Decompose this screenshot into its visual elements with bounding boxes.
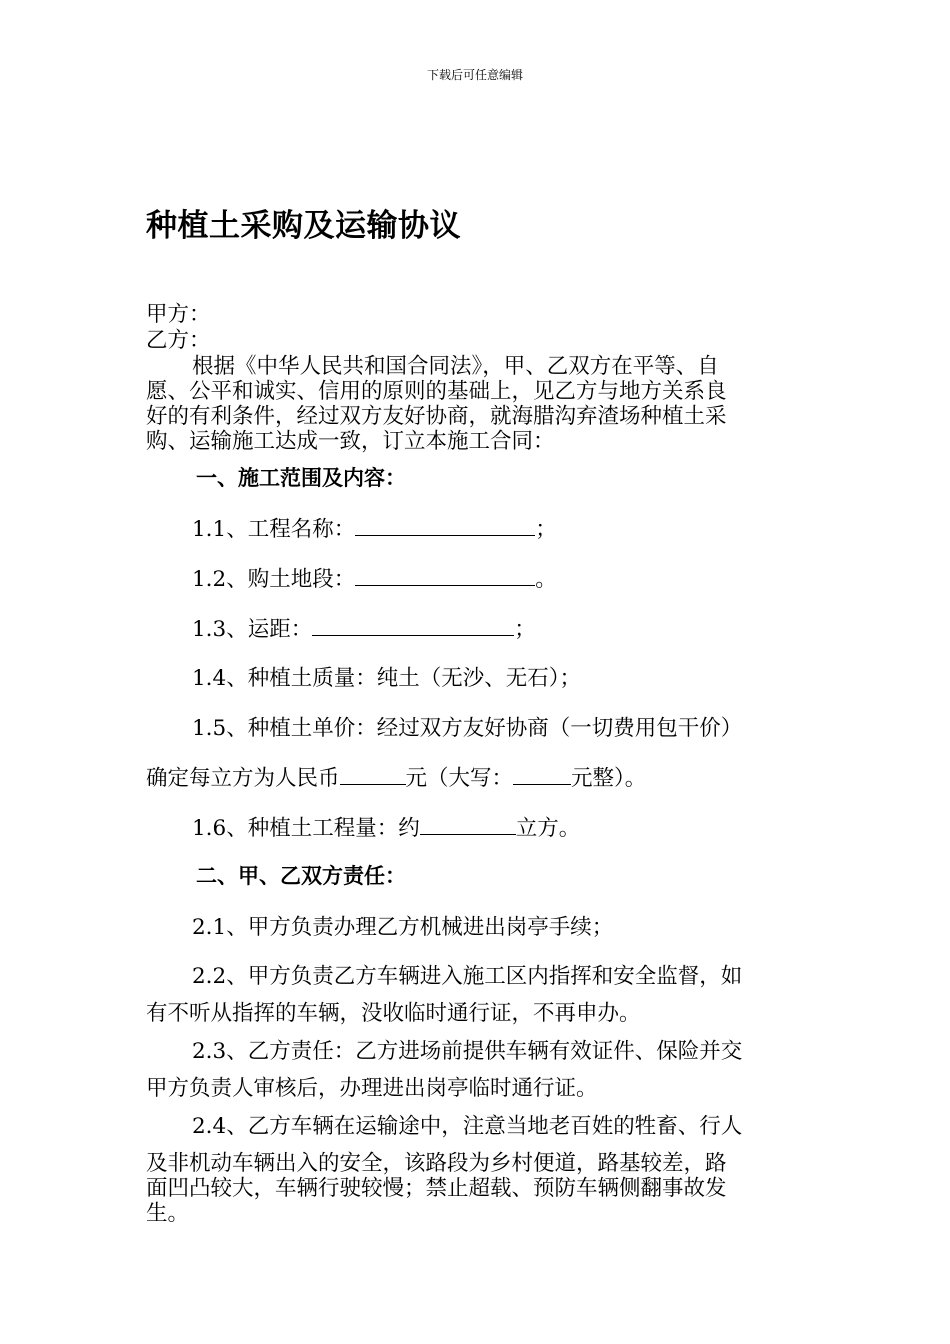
item-2-2-line-2: 有不听从指挥的车辆，没收临时通行证，不再申办。 bbox=[146, 1001, 641, 1026]
section-1-heading: 一、施工范围及内容： bbox=[196, 466, 406, 490]
item-2-4-line-3: 面凹凸较大，车辆行驶较慢；禁止超载、预防车辆侧翻事故发 bbox=[146, 1176, 727, 1201]
item-1-2 bbox=[192, 562, 557, 593]
item-1-3-label: 1.3、运距： bbox=[192, 617, 313, 642]
item-1-3 bbox=[192, 612, 536, 643]
project-name-blank[interactable] bbox=[355, 517, 535, 536]
item-1-1-label: 1.1、工程名称： bbox=[192, 517, 356, 542]
item-1-5-line-2 bbox=[146, 761, 646, 792]
item-1-1 bbox=[192, 512, 557, 543]
document-title: 种植土采购及运输协议 bbox=[146, 208, 461, 244]
quantity-blank[interactable] bbox=[420, 816, 516, 835]
item-1-3-end: ； bbox=[514, 617, 536, 642]
party-b-label: 乙方： bbox=[146, 328, 211, 353]
price-number-blank[interactable] bbox=[340, 766, 406, 785]
item-2-1: 2.1、甲方负责办理乙方机械进出岗亭手续； bbox=[192, 915, 614, 940]
section-2-heading: 二、甲、乙双方责任： bbox=[196, 864, 406, 888]
intro-line-1: 根据《中华人民共和国合同法》，甲、乙双方在平等、自 bbox=[192, 354, 719, 379]
intro-line-2: 愿、公平和诚实、信用的原则的基础上，见乙方与地方关系良 bbox=[146, 379, 727, 404]
price-middle: 元（大写： bbox=[405, 766, 514, 791]
intro-line-4: 购、运输施工达成一致，订立本施工合同： bbox=[146, 429, 555, 454]
item-1-5-line-1: 1.5、种植土单价：经过双方友好协商（一切费用包干价） bbox=[192, 716, 743, 741]
item-2-3-line-1: 2.3、乙方责任：乙方进场前提供车辆有效证件、保险并交 bbox=[192, 1039, 743, 1064]
price-prefix: 确定每立方为人民币 bbox=[146, 766, 340, 791]
item-1-6-label: 1.6、种植土工程量：约 bbox=[192, 816, 420, 841]
soil-site-blank[interactable] bbox=[355, 567, 535, 586]
price-words-blank[interactable] bbox=[513, 766, 571, 785]
item-1-2-end: 。 bbox=[535, 567, 557, 592]
item-1-6-end: 立方。 bbox=[515, 816, 581, 841]
price-suffix: 元整）。 bbox=[571, 766, 647, 791]
page-header: 下载后可任意编辑 bbox=[426, 68, 523, 82]
item-2-4-line-2: 及非机动车辆出入的安全，该路段为乡村便道，路基较差，路 bbox=[146, 1151, 727, 1176]
item-1-6 bbox=[192, 811, 580, 842]
item-2-3-line-2: 甲方负责人审核后，办理进出岗亭临时通行证。 bbox=[146, 1076, 598, 1101]
item-2-2-line-1: 2.2、甲方负责乙方车辆进入施工区内指挥和安全监督，如 bbox=[192, 964, 743, 989]
item-1-4: 1.4、种植土质量：纯土（无沙、无石）； bbox=[192, 666, 581, 691]
item-1-2-label: 1.2、购土地段： bbox=[192, 567, 356, 592]
distance-blank[interactable] bbox=[312, 617, 514, 636]
intro-line-3: 好的有利条件，经过双方友好协商，就海腊沟弃渣场种植土采 bbox=[146, 404, 727, 429]
item-2-4-line-4: 生。 bbox=[146, 1201, 190, 1226]
party-a-label: 甲方： bbox=[146, 302, 211, 327]
item-1-1-end: ； bbox=[535, 517, 557, 542]
item-2-4-line-1: 2.4、乙方车辆在运输途中，注意当地老百姓的牲畜、行人 bbox=[192, 1114, 743, 1139]
